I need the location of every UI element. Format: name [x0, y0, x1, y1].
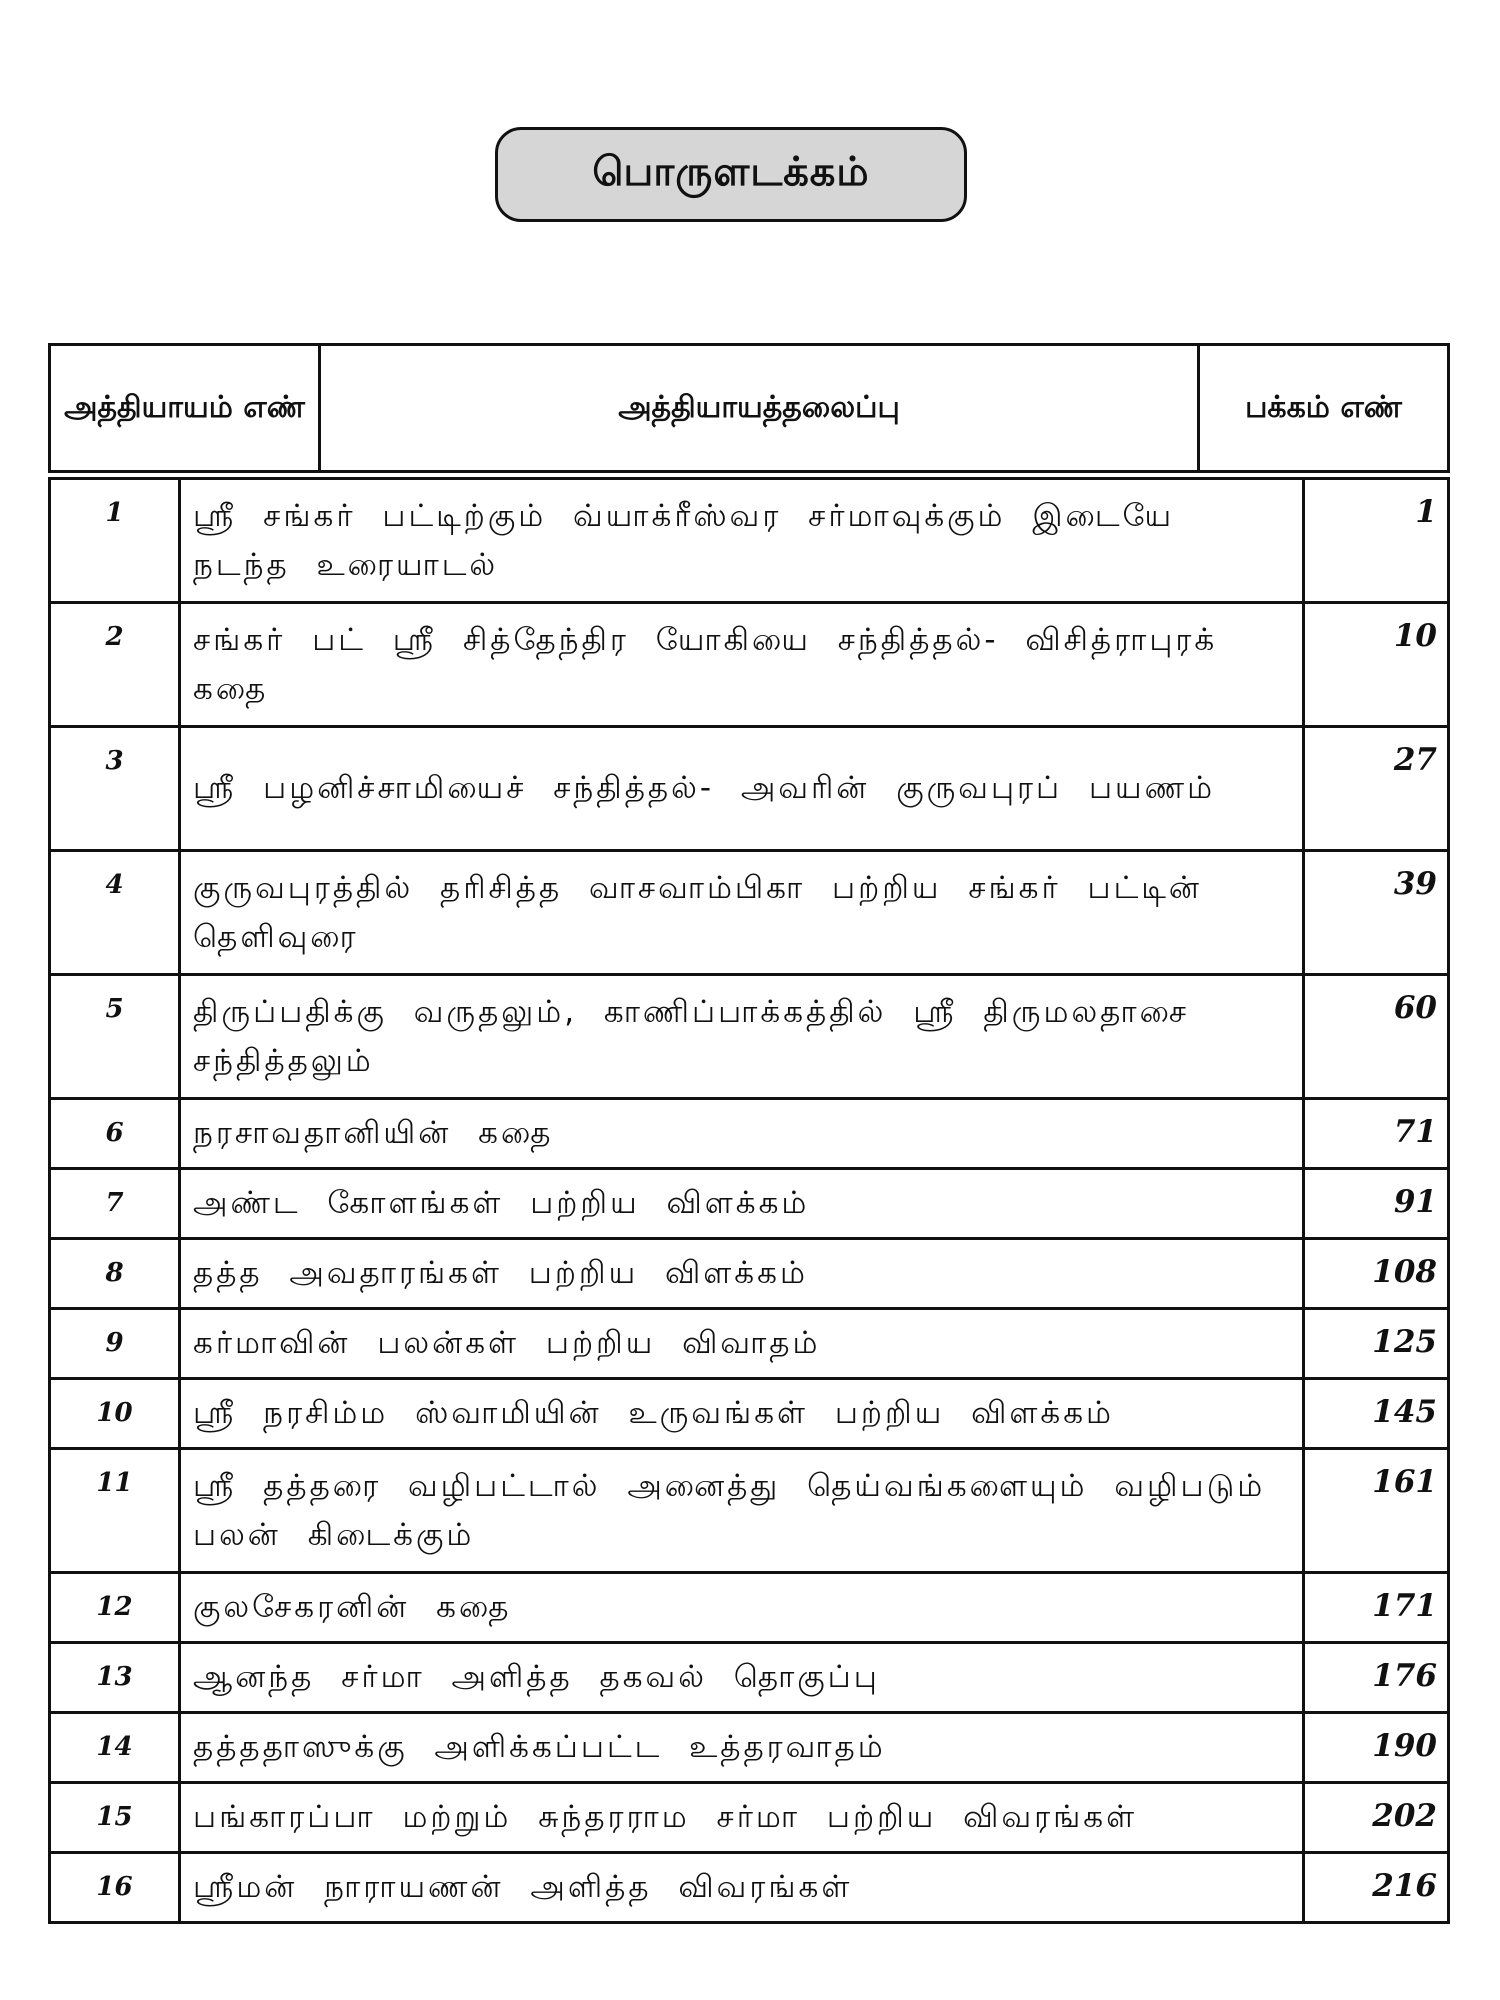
toc-body — [50, 479, 1449, 1923]
chapter-number: 11 — [50, 1449, 180, 1573]
toc-row — [50, 975, 1449, 1099]
chapter-title: தத்ததாஸுக்கு அளிக்கப்பட்ட உத்தரவாதம் — [180, 1713, 1304, 1783]
page-number: 60 — [1304, 975, 1449, 1099]
chapter-title: ஸ்ரீ பழனிச்சாமியைச் சந்தித்தல்- அவரின் குருவபுரப் பயணம் — [180, 727, 1304, 851]
page-number: 108 — [1304, 1239, 1449, 1309]
chapter-title: தத்த அவதாரங்கள் பற்றிய விளக்கம் — [180, 1239, 1304, 1309]
chapter-title: ஆனந்த சர்மா அளித்த தகவல் தொகுப்பு — [180, 1643, 1304, 1713]
chapter-number: 16 — [50, 1853, 180, 1923]
toc-row — [50, 1169, 1449, 1239]
toc-row — [50, 1309, 1449, 1379]
chapter-number: 8 — [50, 1239, 180, 1309]
chapter-number: 5 — [50, 975, 180, 1099]
page-number: 176 — [1304, 1643, 1449, 1713]
page-number: 27 — [1304, 727, 1449, 851]
chapter-title: கர்மாவின் பலன்கள் பற்றிய விவாதம் — [180, 1309, 1304, 1379]
toc-row — [50, 1239, 1449, 1309]
page-number: 125 — [1304, 1309, 1449, 1379]
page-number: 216 — [1304, 1853, 1449, 1923]
toc-row — [50, 727, 1449, 851]
page-number: 190 — [1304, 1713, 1449, 1783]
header-chapter-number: அத்தியாயம் எண் — [50, 345, 320, 472]
chapter-title: சங்கர் பட் ஸ்ரீ சித்தேந்திர யோகியை சந்தித்தல்- விசித்ராபுரக் கதை — [180, 603, 1304, 727]
chapter-number: 12 — [50, 1573, 180, 1643]
toc-row — [50, 1643, 1449, 1713]
toc-row — [50, 851, 1449, 975]
page-number: 71 — [1304, 1099, 1449, 1169]
toc-row — [50, 1573, 1449, 1643]
chapter-title: ஸ்ரீமன் நாராயணன் அளித்த விவரங்கள் — [180, 1853, 1304, 1923]
chapter-title: ஸ்ரீ சங்கர் பட்டிற்கும் வ்யாக்ரீஸ்வர சர்மாவுக்கும் இடையே நடந்த உரையாடல் — [180, 479, 1304, 603]
toc-row — [50, 1099, 1449, 1169]
page-number: 10 — [1304, 603, 1449, 727]
chapter-number: 4 — [50, 851, 180, 975]
header-page-number: பக்கம் எண் — [1199, 345, 1449, 472]
toc-row — [50, 603, 1449, 727]
page-number: 91 — [1304, 1169, 1449, 1239]
page-title-box — [495, 127, 967, 222]
toc-row — [50, 1783, 1449, 1853]
chapter-number: 13 — [50, 1643, 180, 1713]
chapter-title: குலசேகரனின் கதை — [180, 1573, 1304, 1643]
chapter-title: ஸ்ரீ நரசிம்ம ஸ்வாமியின் உருவங்கள் பற்றிய விளக்கம் — [180, 1379, 1304, 1449]
page-number: 161 — [1304, 1449, 1449, 1573]
header-chapter-title: அத்தியாயத்தலைப்பு — [320, 345, 1199, 472]
toc-row — [50, 1449, 1449, 1573]
chapter-number: 10 — [50, 1379, 180, 1449]
page-number: 1 — [1304, 479, 1449, 603]
page-number: 202 — [1304, 1783, 1449, 1853]
page-title: பொருளடக்கம் — [592, 149, 870, 195]
chapter-number: 3 — [50, 727, 180, 851]
toc-row — [50, 479, 1449, 603]
toc-header-table — [48, 343, 1450, 473]
chapter-number: 14 — [50, 1713, 180, 1783]
page-number: 145 — [1304, 1379, 1449, 1449]
chapter-number: 7 — [50, 1169, 180, 1239]
toc-row — [50, 1713, 1449, 1783]
chapter-title: ஸ்ரீ தத்தரை வழிபட்டால் அனைத்து தெய்வங்களையும் வழிபடும் பலன் கிடைக்கும் — [180, 1449, 1304, 1573]
toc-header-row — [50, 345, 1449, 472]
chapter-title: நரசாவதானியின் கதை — [180, 1099, 1304, 1169]
chapter-number: 9 — [50, 1309, 180, 1379]
toc-table — [48, 477, 1450, 1924]
page-number: 171 — [1304, 1573, 1449, 1643]
toc-row — [50, 1379, 1449, 1449]
chapter-number: 15 — [50, 1783, 180, 1853]
chapter-number: 2 — [50, 603, 180, 727]
chapter-number: 6 — [50, 1099, 180, 1169]
chapter-number: 1 — [50, 479, 180, 603]
chapter-title: திருப்பதிக்கு வருதலும், காணிப்பாக்கத்தில் ஸ்ரீ திருமலதாசை சந்தித்தலும் — [180, 975, 1304, 1099]
chapter-title: பங்காரப்பா மற்றும் சுந்தரராம சர்மா பற்றிய விவரங்கள் — [180, 1783, 1304, 1853]
toc-row — [50, 1853, 1449, 1923]
chapter-title: குருவபுரத்தில் தரிசித்த வாசவாம்பிகா பற்றிய சங்கர் பட்டின் தெளிவுரை — [180, 851, 1304, 975]
page-number: 39 — [1304, 851, 1449, 975]
chapter-title: அண்ட கோளங்கள் பற்றிய விளக்கம் — [180, 1169, 1304, 1239]
